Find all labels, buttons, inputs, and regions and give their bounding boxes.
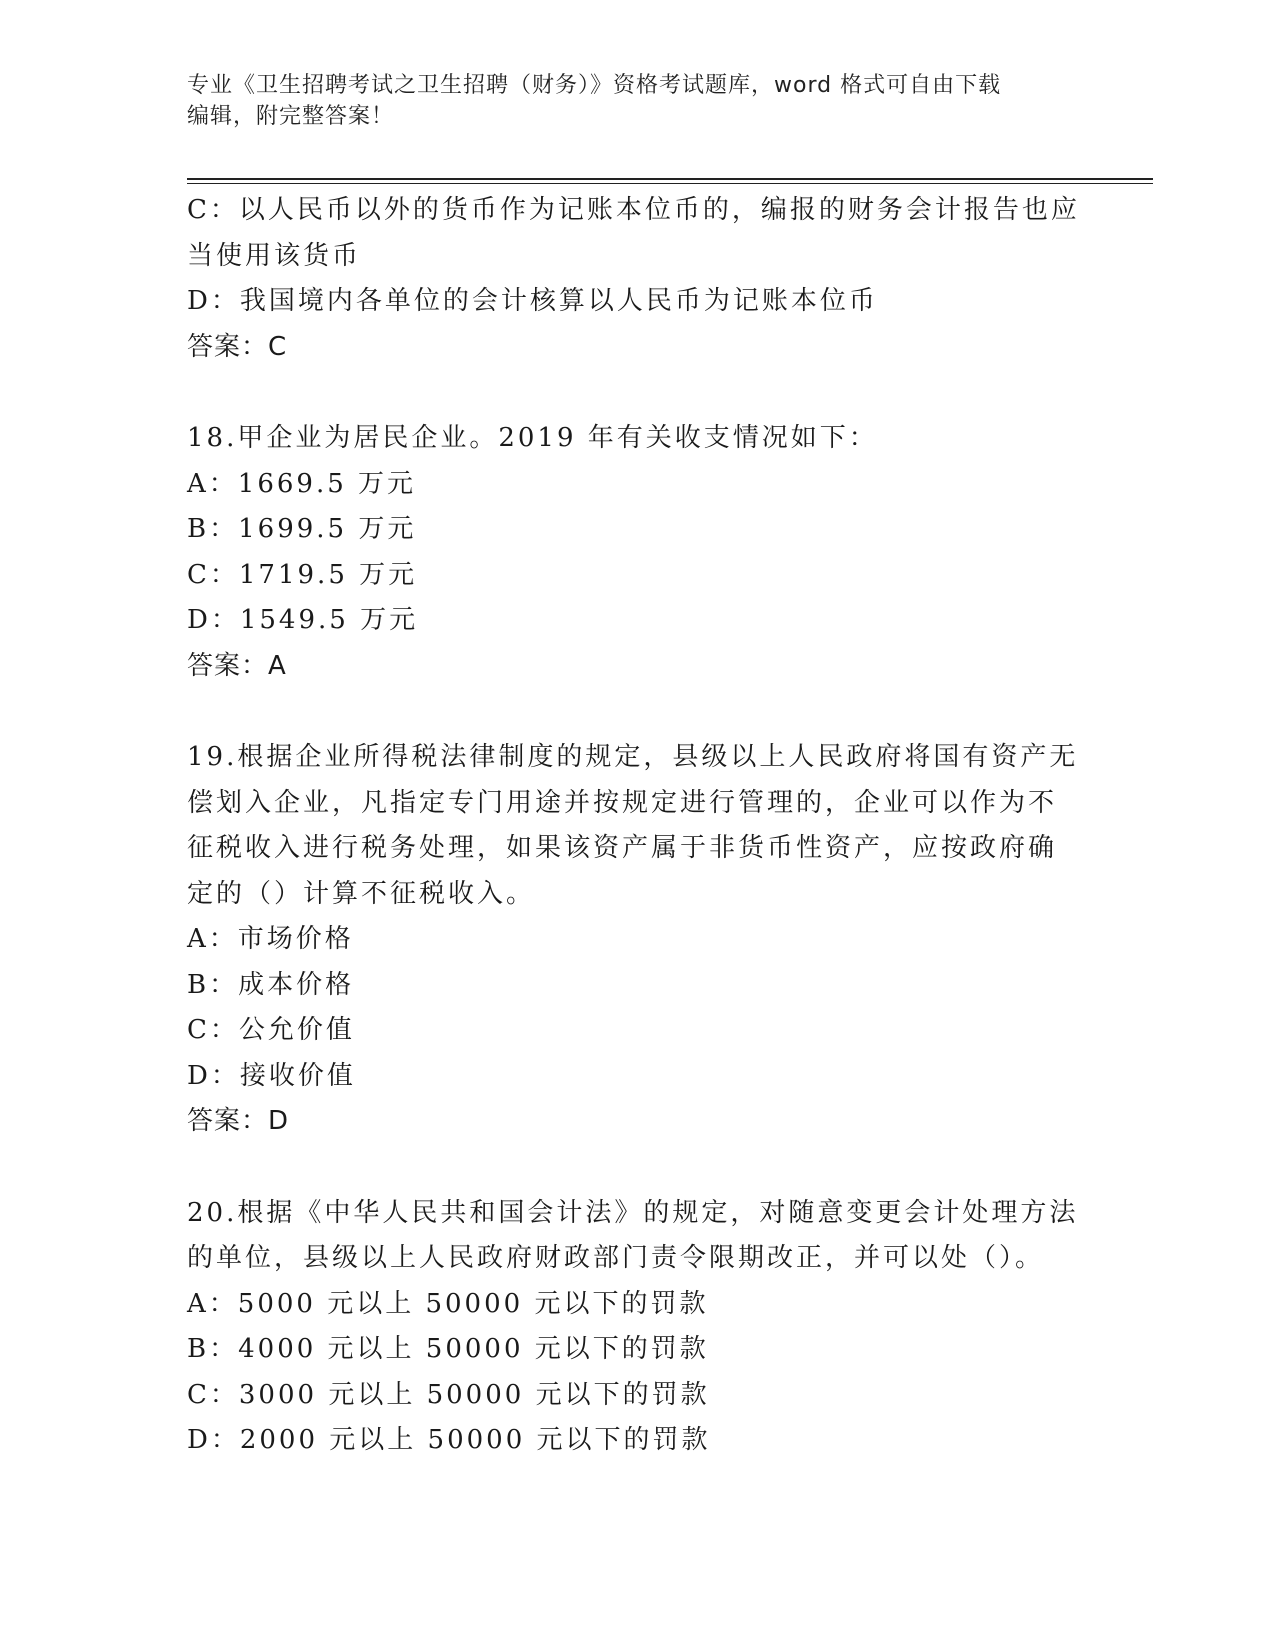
q20-option-c: C：3000 元以上 50000 元以下的罚款 (187, 1379, 710, 1410)
q19-option-c: C：公允价值 (187, 1015, 355, 1045)
q19-stem-line-4: 定的（）计算不征税收入。 (187, 878, 536, 909)
question-18 (187, 416, 1087, 689)
q18-option-d: D：1549.5 万元 (187, 605, 419, 635)
spacer (187, 689, 1087, 735)
q18-option-a: A：1669.5 万元 (187, 468, 417, 499)
q17-option-d: D：我国境内各单位的会计核算以人民币为记账本位币 (187, 286, 878, 316)
q20-stem-line-1: 20.根据《中华人民共和国会计法》的规定，对随意变更会计处理方法 (187, 1197, 1079, 1228)
header-divider-thick (187, 178, 1153, 180)
spacer (187, 370, 1087, 416)
q20-option-b: B：4000 元以上 50000 元以下的罚款 (187, 1334, 709, 1364)
question-19 (187, 735, 1087, 1145)
q20-option-d: D：2000 元以上 50000 元以下的罚款 (187, 1425, 711, 1455)
q18-option-b: B：1699.5 万元 (187, 514, 417, 544)
q17-answer: 答案：C (187, 331, 288, 362)
q19-option-a: A：市场价格 (187, 924, 354, 954)
header-line-2: 编辑，附完整答案！ (187, 104, 395, 129)
q19-option-b: B：成本价格 (187, 969, 355, 1000)
q19-stem-line-3: 征税收入进行税务处理，如果该资产属于非货币性资产，应按政府确 (187, 833, 1058, 863)
q20-stem-line-2: 的单位，县级以上人民政府财政部门责令限期改正，并可以处（）。 (187, 1243, 1045, 1273)
question-20 (187, 1191, 1087, 1464)
q19-stem-line-1: 19.根据企业所得税法律制度的规定，县级以上人民政府将国有资产无 (187, 742, 1079, 772)
header-line-1: 专业《卫生招聘考试之卫生招聘（财务）》资格考试题库，word 格式可自由下载 (187, 73, 1002, 98)
q17-option-c-line-1: C：以人民币以外的货币作为记账本位币的，编报的财务会计报告也应 (187, 195, 1080, 225)
question-content (187, 188, 1087, 1464)
document-header (187, 70, 1087, 132)
spacer (187, 1145, 1087, 1191)
q18-stem: 18.甲企业为居民企业。2019 年有关收支情况如下： (187, 423, 878, 453)
q17-option-c-line-2: 当使用该货币 (187, 240, 362, 271)
q19-answer: 答案：D (187, 1106, 290, 1136)
q19-option-d: D：接收价值 (187, 1060, 356, 1091)
question-17 (187, 188, 1087, 370)
header-divider-thin (187, 183, 1153, 184)
q19-stem-line-2: 偿划入企业，凡指定专门用途并按规定进行管理的，企业可以作为不 (187, 787, 1058, 818)
q18-option-c: C：1719.5 万元 (187, 559, 418, 590)
q20-option-a: A：5000 元以上 50000 元以下的罚款 (187, 1288, 709, 1319)
q18-answer: 答案：A (187, 650, 287, 681)
